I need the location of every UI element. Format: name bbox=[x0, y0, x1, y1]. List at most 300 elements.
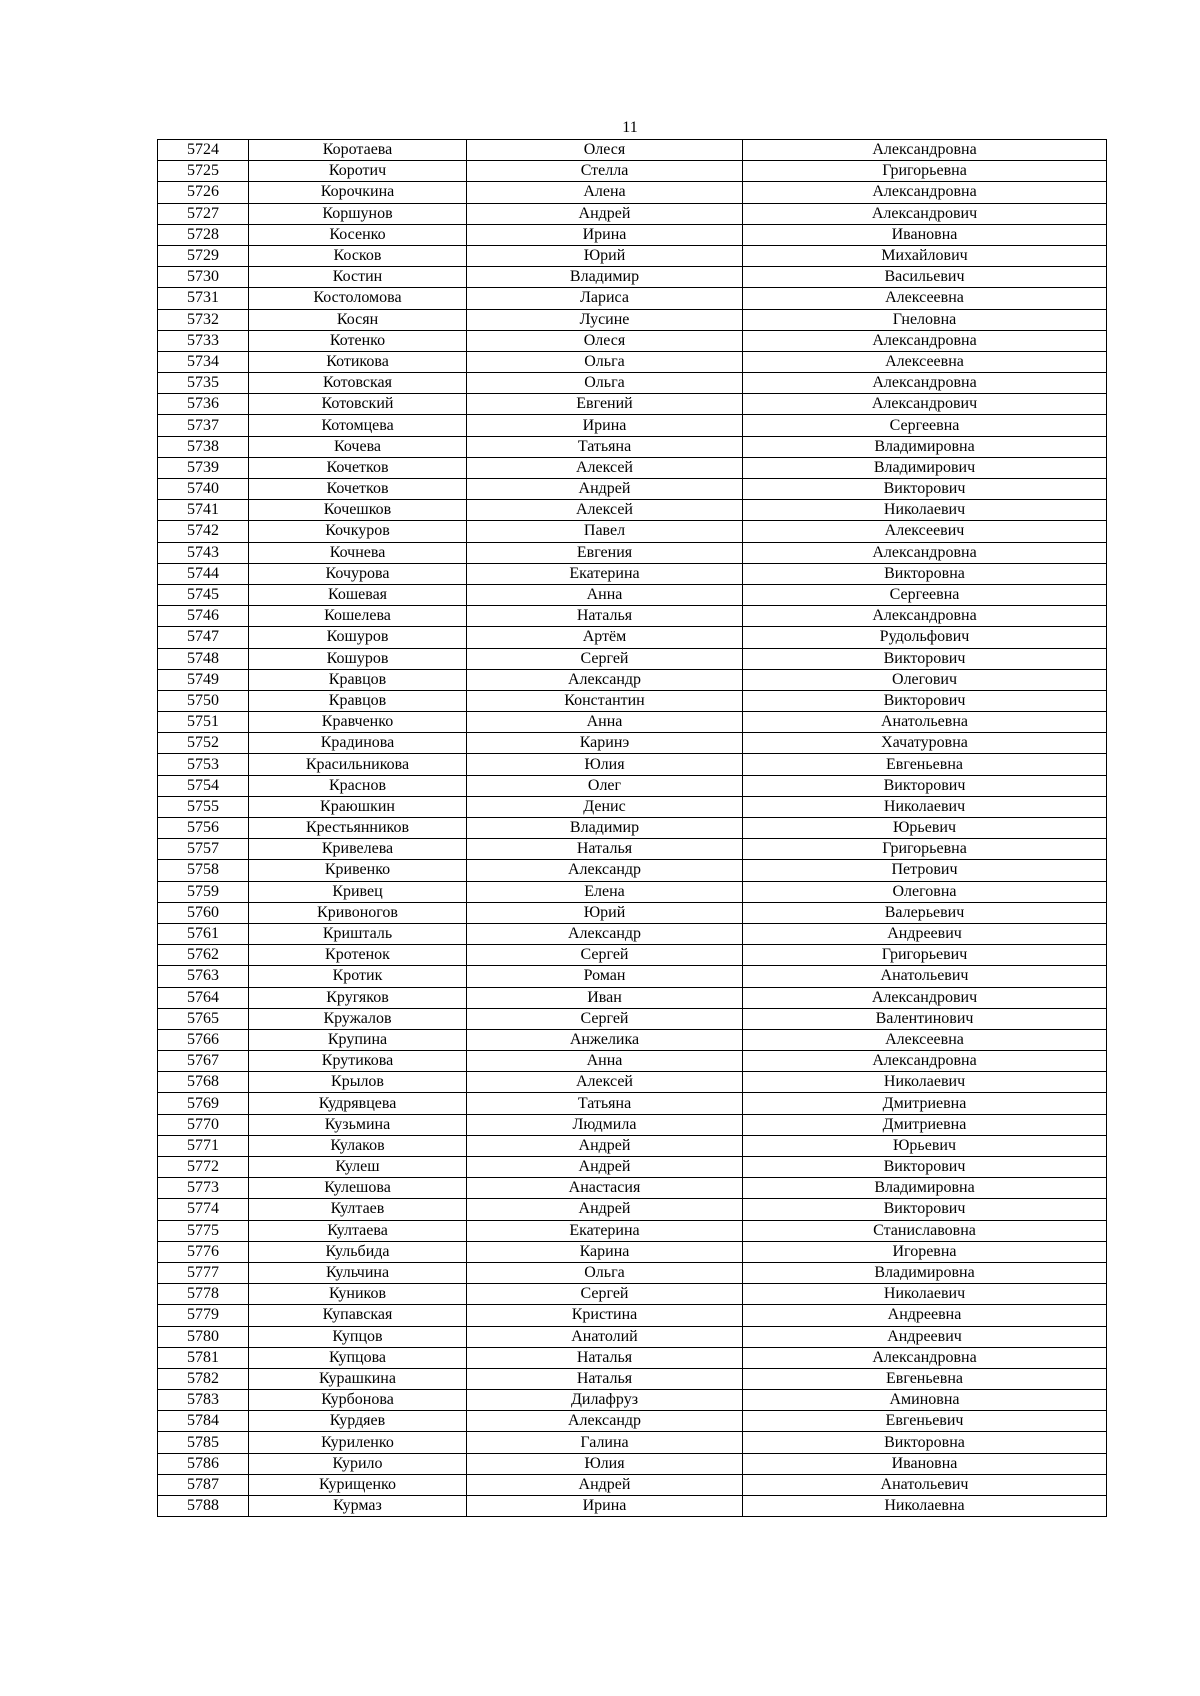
table-row bbox=[158, 288, 1107, 309]
patronymic-cell: Николаевич bbox=[743, 1072, 1107, 1093]
row-number-cell: 5737 bbox=[158, 415, 249, 436]
first-name-cell: Александр bbox=[467, 860, 743, 881]
patronymic-cell: Анатольевна bbox=[743, 712, 1107, 733]
patronymic-cell: Викторович bbox=[743, 1199, 1107, 1220]
row-number-cell: 5742 bbox=[158, 521, 249, 542]
table-row bbox=[158, 754, 1107, 775]
row-number-cell: 5776 bbox=[158, 1241, 249, 1262]
patronymic-cell: Михайлович bbox=[743, 245, 1107, 266]
row-number-cell: 5753 bbox=[158, 754, 249, 775]
table-row bbox=[158, 1453, 1107, 1474]
row-number-cell: 5751 bbox=[158, 712, 249, 733]
patronymic-cell: Викторовна bbox=[743, 1432, 1107, 1453]
row-number-cell: 5785 bbox=[158, 1432, 249, 1453]
surname-cell: Кочетков bbox=[249, 457, 467, 478]
first-name-cell: Сергей bbox=[467, 648, 743, 669]
patronymic-cell: Аминовна bbox=[743, 1390, 1107, 1411]
row-number-cell: 5735 bbox=[158, 373, 249, 394]
patronymic-cell: Валерьевич bbox=[743, 902, 1107, 923]
first-name-cell: Андрей bbox=[467, 1199, 743, 1220]
table-row bbox=[158, 818, 1107, 839]
table-row bbox=[158, 1157, 1107, 1178]
patronymic-cell: Петрович bbox=[743, 860, 1107, 881]
row-number-cell: 5726 bbox=[158, 182, 249, 203]
row-number-cell: 5766 bbox=[158, 1029, 249, 1050]
patronymic-cell: Олеговна bbox=[743, 881, 1107, 902]
surname-cell: Куриленко bbox=[249, 1432, 467, 1453]
table-row bbox=[158, 415, 1107, 436]
row-number-cell: 5763 bbox=[158, 966, 249, 987]
surname-cell: Кочнева bbox=[249, 542, 467, 563]
first-name-cell: Алена bbox=[467, 182, 743, 203]
patronymic-cell: Евгеньевна bbox=[743, 754, 1107, 775]
patronymic-cell: Алексеевна bbox=[743, 351, 1107, 372]
surname-cell: Кочкуров bbox=[249, 521, 467, 542]
surname-cell: Кузьмина bbox=[249, 1114, 467, 1135]
row-number-cell: 5729 bbox=[158, 245, 249, 266]
surname-cell: Крадинова bbox=[249, 733, 467, 754]
surname-cell: Кочетков bbox=[249, 479, 467, 500]
patronymic-cell: Григорьевич bbox=[743, 945, 1107, 966]
patronymic-cell: Александровна bbox=[743, 140, 1107, 161]
first-name-cell: Елена bbox=[467, 881, 743, 902]
patronymic-cell: Викторович bbox=[743, 479, 1107, 500]
first-name-cell: Екатерина bbox=[467, 1220, 743, 1241]
surname-cell: Купцов bbox=[249, 1326, 467, 1347]
first-name-cell: Анатолий bbox=[467, 1326, 743, 1347]
patronymic-cell: Юрьевич bbox=[743, 818, 1107, 839]
table-row bbox=[158, 733, 1107, 754]
row-number-cell: 5755 bbox=[158, 796, 249, 817]
row-number-cell: 5778 bbox=[158, 1284, 249, 1305]
first-name-cell: Карина bbox=[467, 1241, 743, 1262]
surname-cell: Кулешова bbox=[249, 1178, 467, 1199]
row-number-cell: 5743 bbox=[158, 542, 249, 563]
row-number-cell: 5770 bbox=[158, 1114, 249, 1135]
surname-cell: Курищенко bbox=[249, 1474, 467, 1495]
row-number-cell: 5747 bbox=[158, 627, 249, 648]
first-name-cell: Анастасия bbox=[467, 1178, 743, 1199]
surname-cell: Курдяев bbox=[249, 1411, 467, 1432]
patronymic-cell: Николаевич bbox=[743, 500, 1107, 521]
first-name-cell: Ирина bbox=[467, 224, 743, 245]
row-number-cell: 5739 bbox=[158, 457, 249, 478]
patronymic-cell: Дмитриевна bbox=[743, 1114, 1107, 1135]
surname-cell: Култаева bbox=[249, 1220, 467, 1241]
surname-cell: Кошуров bbox=[249, 627, 467, 648]
surname-cell: Костоломова bbox=[249, 288, 467, 309]
first-name-cell: Владимир bbox=[467, 818, 743, 839]
first-name-cell: Андрей bbox=[467, 203, 743, 224]
patronymic-cell: Николаевич bbox=[743, 796, 1107, 817]
row-number-cell: 5740 bbox=[158, 479, 249, 500]
first-name-cell: Екатерина bbox=[467, 563, 743, 584]
page-number: 11 bbox=[622, 119, 638, 136]
first-name-cell: Артём bbox=[467, 627, 743, 648]
table-row bbox=[158, 648, 1107, 669]
row-number-cell: 5745 bbox=[158, 584, 249, 605]
first-name-cell: Константин bbox=[467, 690, 743, 711]
table-row bbox=[158, 1178, 1107, 1199]
patronymic-cell: Викторович bbox=[743, 648, 1107, 669]
patronymic-cell: Александровна bbox=[743, 330, 1107, 351]
first-name-cell: Дилафруз bbox=[467, 1390, 743, 1411]
table-row bbox=[158, 161, 1107, 182]
first-name-cell: Сергей bbox=[467, 1284, 743, 1305]
table-row bbox=[158, 1390, 1107, 1411]
table-row bbox=[158, 796, 1107, 817]
table-row bbox=[158, 584, 1107, 605]
table-row bbox=[158, 945, 1107, 966]
patronymic-cell: Николаевна bbox=[743, 1496, 1107, 1517]
first-name-cell: Алексей bbox=[467, 1072, 743, 1093]
row-number-cell: 5749 bbox=[158, 669, 249, 690]
patronymic-cell: Григорьевна bbox=[743, 161, 1107, 182]
surname-cell: Кротик bbox=[249, 966, 467, 987]
patronymic-cell: Рудольфович bbox=[743, 627, 1107, 648]
table-row bbox=[158, 1347, 1107, 1368]
surname-cell: Кульчина bbox=[249, 1262, 467, 1283]
patronymic-cell: Викторович bbox=[743, 775, 1107, 796]
first-name-cell: Ольга bbox=[467, 351, 743, 372]
row-number-cell: 5724 bbox=[158, 140, 249, 161]
first-name-cell: Владимир bbox=[467, 267, 743, 288]
first-name-cell: Лариса bbox=[467, 288, 743, 309]
row-number-cell: 5731 bbox=[158, 288, 249, 309]
table-row bbox=[158, 627, 1107, 648]
patronymic-cell: Ивановна bbox=[743, 224, 1107, 245]
table-row bbox=[158, 140, 1107, 161]
table-row bbox=[158, 1220, 1107, 1241]
row-number-cell: 5780 bbox=[158, 1326, 249, 1347]
first-name-cell: Александр bbox=[467, 669, 743, 690]
table-row bbox=[158, 1072, 1107, 1093]
row-number-cell: 5727 bbox=[158, 203, 249, 224]
first-name-cell: Роман bbox=[467, 966, 743, 987]
row-number-cell: 5783 bbox=[158, 1390, 249, 1411]
table-row bbox=[158, 902, 1107, 923]
table-row bbox=[158, 563, 1107, 584]
table-row bbox=[158, 775, 1107, 796]
patronymic-cell: Анатольевич bbox=[743, 966, 1107, 987]
table-row bbox=[158, 860, 1107, 881]
row-number-cell: 5752 bbox=[158, 733, 249, 754]
table-row bbox=[158, 1326, 1107, 1347]
row-number-cell: 5741 bbox=[158, 500, 249, 521]
first-name-cell: Алексей bbox=[467, 457, 743, 478]
first-name-cell: Ольга bbox=[467, 373, 743, 394]
row-number-cell: 5781 bbox=[158, 1347, 249, 1368]
patronymic-cell: Александровна bbox=[743, 606, 1107, 627]
row-number-cell: 5787 bbox=[158, 1474, 249, 1495]
surname-cell: Кривелева bbox=[249, 839, 467, 860]
first-name-cell: Ирина bbox=[467, 1496, 743, 1517]
row-number-cell: 5736 bbox=[158, 394, 249, 415]
patronymic-cell: Николаевич bbox=[743, 1284, 1107, 1305]
table-row bbox=[158, 1368, 1107, 1389]
table-row bbox=[158, 1135, 1107, 1156]
patronymic-cell: Викторович bbox=[743, 690, 1107, 711]
row-number-cell: 5757 bbox=[158, 839, 249, 860]
first-name-cell: Лусине bbox=[467, 309, 743, 330]
first-name-cell: Андрей bbox=[467, 1135, 743, 1156]
surname-cell: Котомцева bbox=[249, 415, 467, 436]
patronymic-cell: Владимировна bbox=[743, 436, 1107, 457]
first-name-cell: Каринэ bbox=[467, 733, 743, 754]
surname-cell: Курбонова bbox=[249, 1390, 467, 1411]
row-number-cell: 5768 bbox=[158, 1072, 249, 1093]
surname-cell: Красильникова bbox=[249, 754, 467, 775]
table-row bbox=[158, 1411, 1107, 1432]
table-row bbox=[158, 542, 1107, 563]
table-row bbox=[158, 1051, 1107, 1072]
patronymic-cell: Владимировна bbox=[743, 1178, 1107, 1199]
row-number-cell: 5765 bbox=[158, 1008, 249, 1029]
table-row bbox=[158, 394, 1107, 415]
surname-cell: Кружалов bbox=[249, 1008, 467, 1029]
patronymic-cell: Александровна bbox=[743, 1347, 1107, 1368]
surname-cell: Кульбида bbox=[249, 1241, 467, 1262]
surname-cell: Кругяков bbox=[249, 987, 467, 1008]
first-name-cell: Олеся bbox=[467, 140, 743, 161]
row-number-cell: 5772 bbox=[158, 1157, 249, 1178]
surname-cell: Косенко bbox=[249, 224, 467, 245]
surname-cell: Кочурова bbox=[249, 563, 467, 584]
first-name-cell: Павел bbox=[467, 521, 743, 542]
table-row bbox=[158, 966, 1107, 987]
table-row bbox=[158, 182, 1107, 203]
patronymic-cell: Александрович bbox=[743, 987, 1107, 1008]
row-number-cell: 5746 bbox=[158, 606, 249, 627]
surname-cell: Краюшкин bbox=[249, 796, 467, 817]
surname-cell: Курашкина bbox=[249, 1368, 467, 1389]
patronymic-cell: Владимирович bbox=[743, 457, 1107, 478]
first-name-cell: Юлия bbox=[467, 754, 743, 775]
row-number-cell: 5773 bbox=[158, 1178, 249, 1199]
patronymic-cell: Олегович bbox=[743, 669, 1107, 690]
table-row bbox=[158, 1199, 1107, 1220]
first-name-cell: Татьяна bbox=[467, 436, 743, 457]
first-name-cell: Юрий bbox=[467, 902, 743, 923]
surname-cell: Краснов bbox=[249, 775, 467, 796]
row-number-cell: 5758 bbox=[158, 860, 249, 881]
table-row bbox=[158, 457, 1107, 478]
table-row bbox=[158, 1474, 1107, 1495]
surname-cell: Кривец bbox=[249, 881, 467, 902]
first-name-cell: Евгений bbox=[467, 394, 743, 415]
first-name-cell: Наталья bbox=[467, 839, 743, 860]
patronymic-cell: Викторовна bbox=[743, 563, 1107, 584]
table-row bbox=[158, 1241, 1107, 1262]
row-number-cell: 5734 bbox=[158, 351, 249, 372]
patronymic-cell: Александровна bbox=[743, 182, 1107, 203]
table-row bbox=[158, 923, 1107, 944]
surname-cell: Кришталь bbox=[249, 923, 467, 944]
first-name-cell: Александр bbox=[467, 923, 743, 944]
row-number-cell: 5774 bbox=[158, 1199, 249, 1220]
surname-cell: Коршунов bbox=[249, 203, 467, 224]
patronymic-cell: Алексеевич bbox=[743, 521, 1107, 542]
table-row bbox=[158, 839, 1107, 860]
table-row bbox=[158, 1496, 1107, 1517]
surname-cell: Кротенок bbox=[249, 945, 467, 966]
table-row bbox=[158, 1432, 1107, 1453]
table-row bbox=[158, 373, 1107, 394]
row-number-cell: 5782 bbox=[158, 1368, 249, 1389]
first-name-cell: Людмила bbox=[467, 1114, 743, 1135]
first-name-cell: Денис bbox=[467, 796, 743, 817]
row-number-cell: 5784 bbox=[158, 1411, 249, 1432]
row-number-cell: 5728 bbox=[158, 224, 249, 245]
row-number-cell: 5732 bbox=[158, 309, 249, 330]
table-row bbox=[158, 1008, 1107, 1029]
first-name-cell: Сергей bbox=[467, 945, 743, 966]
table-row bbox=[158, 606, 1107, 627]
table-row bbox=[158, 203, 1107, 224]
table-row bbox=[158, 1305, 1107, 1326]
row-number-cell: 5786 bbox=[158, 1453, 249, 1474]
surname-cell: Кравцов bbox=[249, 690, 467, 711]
patronymic-cell: Алексеевна bbox=[743, 288, 1107, 309]
table-row bbox=[158, 1029, 1107, 1050]
first-name-cell: Ирина bbox=[467, 415, 743, 436]
surname-cell: Култаев bbox=[249, 1199, 467, 1220]
table-row bbox=[158, 267, 1107, 288]
patronymic-cell: Игоревна bbox=[743, 1241, 1107, 1262]
row-number-cell: 5761 bbox=[158, 923, 249, 944]
row-number-cell: 5756 bbox=[158, 818, 249, 839]
patronymic-cell: Гнеловна bbox=[743, 309, 1107, 330]
row-number-cell: 5777 bbox=[158, 1262, 249, 1283]
row-number-cell: 5764 bbox=[158, 987, 249, 1008]
surname-cell: Курило bbox=[249, 1453, 467, 1474]
patronymic-cell: Сергеевна bbox=[743, 584, 1107, 605]
surname-cell: Кулаков bbox=[249, 1135, 467, 1156]
first-name-cell: Наталья bbox=[467, 606, 743, 627]
row-number-cell: 5762 bbox=[158, 945, 249, 966]
first-name-cell: Ольга bbox=[467, 1262, 743, 1283]
row-number-cell: 5725 bbox=[158, 161, 249, 182]
table-row bbox=[158, 351, 1107, 372]
first-name-cell: Алексей bbox=[467, 500, 743, 521]
first-name-cell: Александр bbox=[467, 1411, 743, 1432]
surname-cell: Кравченко bbox=[249, 712, 467, 733]
patronymic-cell: Александровна bbox=[743, 1051, 1107, 1072]
row-number-cell: 5750 bbox=[158, 690, 249, 711]
patronymic-cell: Андреевич bbox=[743, 1326, 1107, 1347]
first-name-cell: Юрий bbox=[467, 245, 743, 266]
surname-cell: Кошуров bbox=[249, 648, 467, 669]
patronymic-cell: Станиславовна bbox=[743, 1220, 1107, 1241]
patronymic-cell: Дмитриевна bbox=[743, 1093, 1107, 1114]
surname-cell: Котикова bbox=[249, 351, 467, 372]
row-number-cell: 5738 bbox=[158, 436, 249, 457]
table-row bbox=[158, 436, 1107, 457]
surname-cell: Коротич bbox=[249, 161, 467, 182]
patronymic-cell: Александровна bbox=[743, 373, 1107, 394]
patronymic-cell: Ивановна bbox=[743, 1453, 1107, 1474]
row-number-cell: 5754 bbox=[158, 775, 249, 796]
roster-table bbox=[157, 139, 1107, 1517]
table-row bbox=[158, 1284, 1107, 1305]
patronymic-cell: Александрович bbox=[743, 394, 1107, 415]
table-row bbox=[158, 690, 1107, 711]
surname-cell: Коротаева bbox=[249, 140, 467, 161]
first-name-cell: Кристина bbox=[467, 1305, 743, 1326]
patronymic-cell: Евгеньевна bbox=[743, 1368, 1107, 1389]
surname-cell: Крестьянников bbox=[249, 818, 467, 839]
table-row bbox=[158, 1093, 1107, 1114]
table-row bbox=[158, 245, 1107, 266]
surname-cell: Косян bbox=[249, 309, 467, 330]
patronymic-cell: Григорьевна bbox=[743, 839, 1107, 860]
patronymic-cell: Юрьевич bbox=[743, 1135, 1107, 1156]
row-number-cell: 5759 bbox=[158, 881, 249, 902]
table-row bbox=[158, 500, 1107, 521]
surname-cell: Котенко bbox=[249, 330, 467, 351]
row-number-cell: 5767 bbox=[158, 1051, 249, 1072]
surname-cell: Косков bbox=[249, 245, 467, 266]
surname-cell: Кудрявцева bbox=[249, 1093, 467, 1114]
patronymic-cell: Андреевич bbox=[743, 923, 1107, 944]
table-row bbox=[158, 224, 1107, 245]
surname-cell: Кошевая bbox=[249, 584, 467, 605]
first-name-cell: Андрей bbox=[467, 479, 743, 500]
roster-body bbox=[158, 140, 1107, 1517]
patronymic-cell: Валентинович bbox=[743, 1008, 1107, 1029]
row-number-cell: 5744 bbox=[158, 563, 249, 584]
row-number-cell: 5733 bbox=[158, 330, 249, 351]
first-name-cell: Анна bbox=[467, 584, 743, 605]
table-row bbox=[158, 521, 1107, 542]
surname-cell: Купцова bbox=[249, 1347, 467, 1368]
first-name-cell: Сергей bbox=[467, 1008, 743, 1029]
row-number-cell: 5769 bbox=[158, 1093, 249, 1114]
first-name-cell: Галина bbox=[467, 1432, 743, 1453]
row-number-cell: 5779 bbox=[158, 1305, 249, 1326]
surname-cell: Кривоногов bbox=[249, 902, 467, 923]
row-number-cell: 5788 bbox=[158, 1496, 249, 1517]
patronymic-cell: Анатольевич bbox=[743, 1474, 1107, 1495]
table-row bbox=[158, 479, 1107, 500]
first-name-cell: Юлия bbox=[467, 1453, 743, 1474]
first-name-cell: Олеся bbox=[467, 330, 743, 351]
patronymic-cell: Алексеевна bbox=[743, 1029, 1107, 1050]
surname-cell: Кочева bbox=[249, 436, 467, 457]
table-row bbox=[158, 1114, 1107, 1135]
first-name-cell: Наталья bbox=[467, 1347, 743, 1368]
patronymic-cell: Александровна bbox=[743, 542, 1107, 563]
first-name-cell: Анна bbox=[467, 1051, 743, 1072]
surname-cell: Куников bbox=[249, 1284, 467, 1305]
patronymic-cell: Андреевна bbox=[743, 1305, 1107, 1326]
table-row bbox=[158, 712, 1107, 733]
row-number-cell: 5760 bbox=[158, 902, 249, 923]
first-name-cell: Анжелика bbox=[467, 1029, 743, 1050]
row-number-cell: 5771 bbox=[158, 1135, 249, 1156]
first-name-cell: Иван bbox=[467, 987, 743, 1008]
table-row bbox=[158, 669, 1107, 690]
first-name-cell: Наталья bbox=[467, 1368, 743, 1389]
first-name-cell: Олег bbox=[467, 775, 743, 796]
patronymic-cell: Сергеевна bbox=[743, 415, 1107, 436]
patronymic-cell: Евгеньевич bbox=[743, 1411, 1107, 1432]
table-row bbox=[158, 330, 1107, 351]
surname-cell: Котовский bbox=[249, 394, 467, 415]
table-row bbox=[158, 881, 1107, 902]
surname-cell: Кошелева bbox=[249, 606, 467, 627]
first-name-cell: Евгения bbox=[467, 542, 743, 563]
